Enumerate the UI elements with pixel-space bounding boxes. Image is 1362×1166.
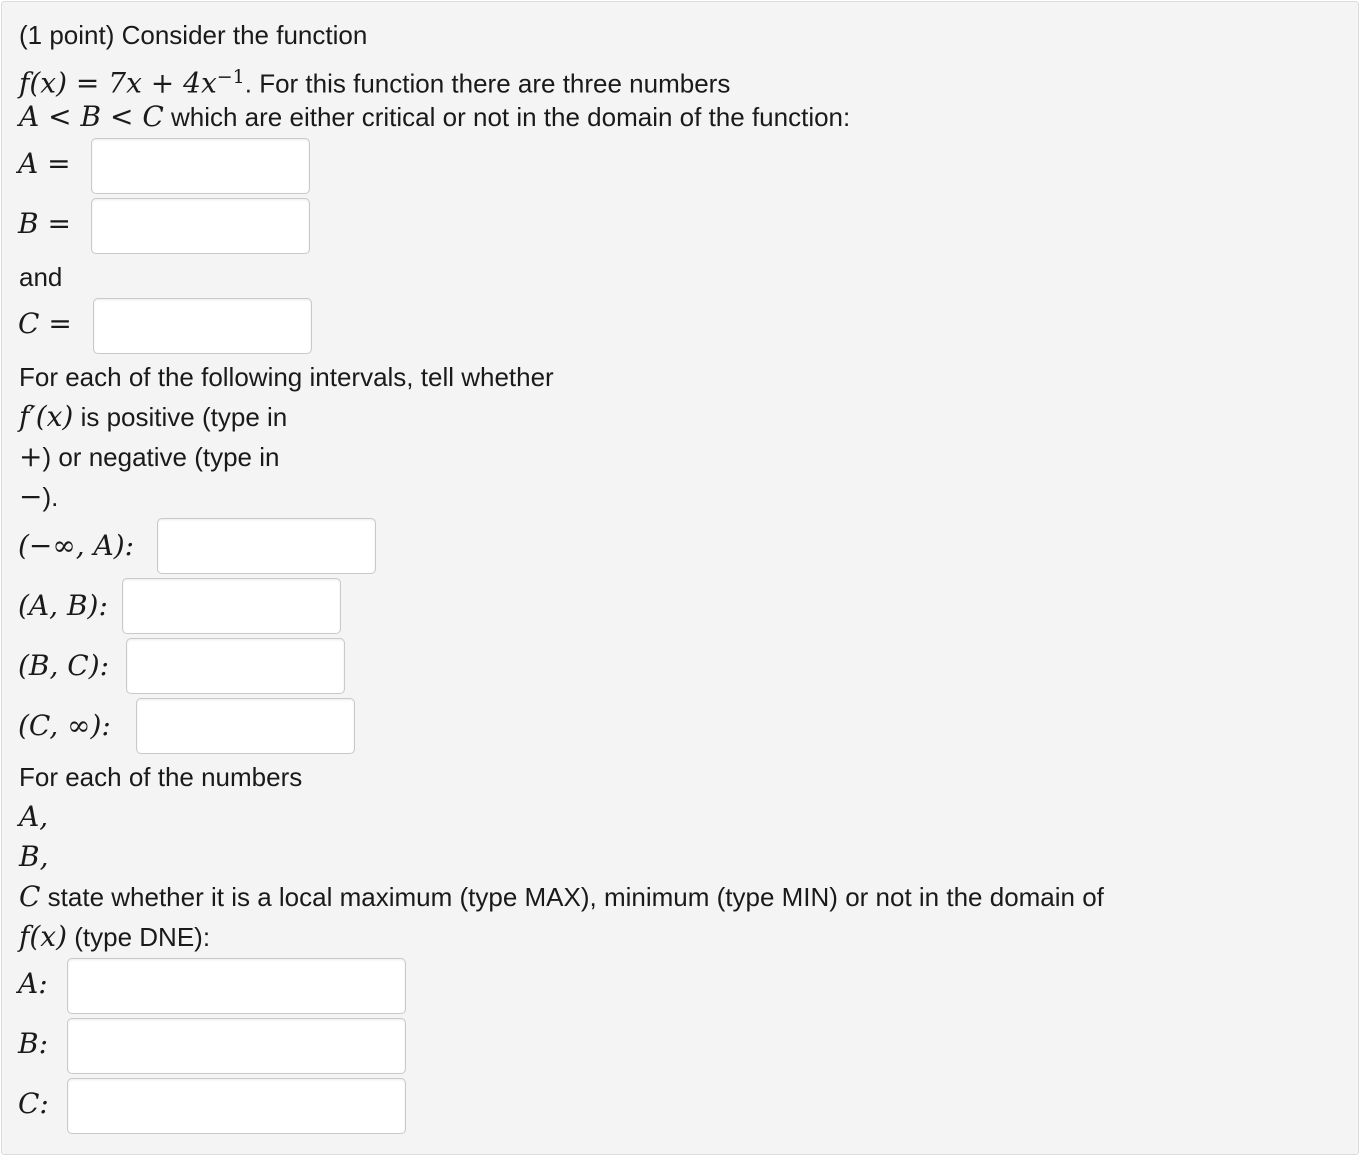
intervals-instruction-2-text: is positive (type in xyxy=(80,402,288,432)
fprime-expression: f′(x) xyxy=(19,400,74,433)
minus-sign: − xyxy=(19,480,43,513)
label-c: C = xyxy=(18,307,72,340)
classification-instruction-2 xyxy=(19,882,1104,912)
function-exponent: −1 xyxy=(216,66,245,88)
ordering-suffix: which are either critical or not in the domain of the function: xyxy=(170,102,851,132)
intervals-instruction-4-text: ). xyxy=(42,482,59,512)
classify-label-c: C: xyxy=(18,1087,49,1120)
intervals-instruction-4 xyxy=(19,482,58,512)
fx-expression: f(x) xyxy=(19,920,68,953)
classification-instruction-1: For each of the numbers xyxy=(19,762,303,792)
label-b: B = xyxy=(18,207,71,240)
intervals-instruction-1: For each of the following intervals, tell whether xyxy=(19,362,554,392)
and-text: and xyxy=(19,262,63,292)
answer-b-input[interactable] xyxy=(91,198,310,254)
interval-label-b-c: (B, C): xyxy=(18,649,110,682)
interval-c-inf-input[interactable] xyxy=(136,698,355,754)
classify-b-input[interactable] xyxy=(67,1018,406,1074)
answer-a-input[interactable] xyxy=(91,138,310,194)
classification-instruction-3 xyxy=(19,922,210,952)
interval-label-neg-inf-a: (−∞, A): xyxy=(18,529,135,562)
classification-a: A, xyxy=(19,800,49,833)
classify-a-input[interactable] xyxy=(67,958,406,1014)
interval-label-a-b: (A, B): xyxy=(18,589,108,622)
answer-c-input[interactable] xyxy=(93,298,312,354)
intervals-instruction-2 xyxy=(19,402,287,432)
interval-label-c-inf: (C, ∞): xyxy=(18,709,111,742)
function-intro-suffix: . For this function there are three numbers xyxy=(244,68,731,99)
classify-label-a: A: xyxy=(18,967,48,1000)
ordering-expression: A < B < C xyxy=(19,100,164,133)
classify-c-input[interactable] xyxy=(67,1078,406,1134)
function-line xyxy=(19,62,730,99)
intervals-instruction-3 xyxy=(19,442,279,472)
classification-c: C xyxy=(19,880,41,913)
interval-a-b-input[interactable] xyxy=(122,578,341,634)
problem-intro: (1 point) Consider the function xyxy=(19,20,368,50)
function-expression: f(x) = 7x + 4x xyxy=(19,66,217,100)
classification-instruction-3-text: (type DNE): xyxy=(74,922,211,952)
intervals-instruction-3-text: ) or negative (type in xyxy=(42,442,280,472)
plus-sign: + xyxy=(19,440,43,473)
classify-label-b: B: xyxy=(18,1027,49,1060)
interval-neg-inf-a-input[interactable] xyxy=(157,518,376,574)
classification-b: B, xyxy=(19,840,49,873)
interval-b-c-input[interactable] xyxy=(126,638,345,694)
label-a: A = xyxy=(18,147,71,180)
ordering-line xyxy=(19,102,850,132)
classification-instruction-2-text: state whether it is a local maximum (type MAX), minimum (type MIN) or not in the domain of xyxy=(47,882,1104,912)
